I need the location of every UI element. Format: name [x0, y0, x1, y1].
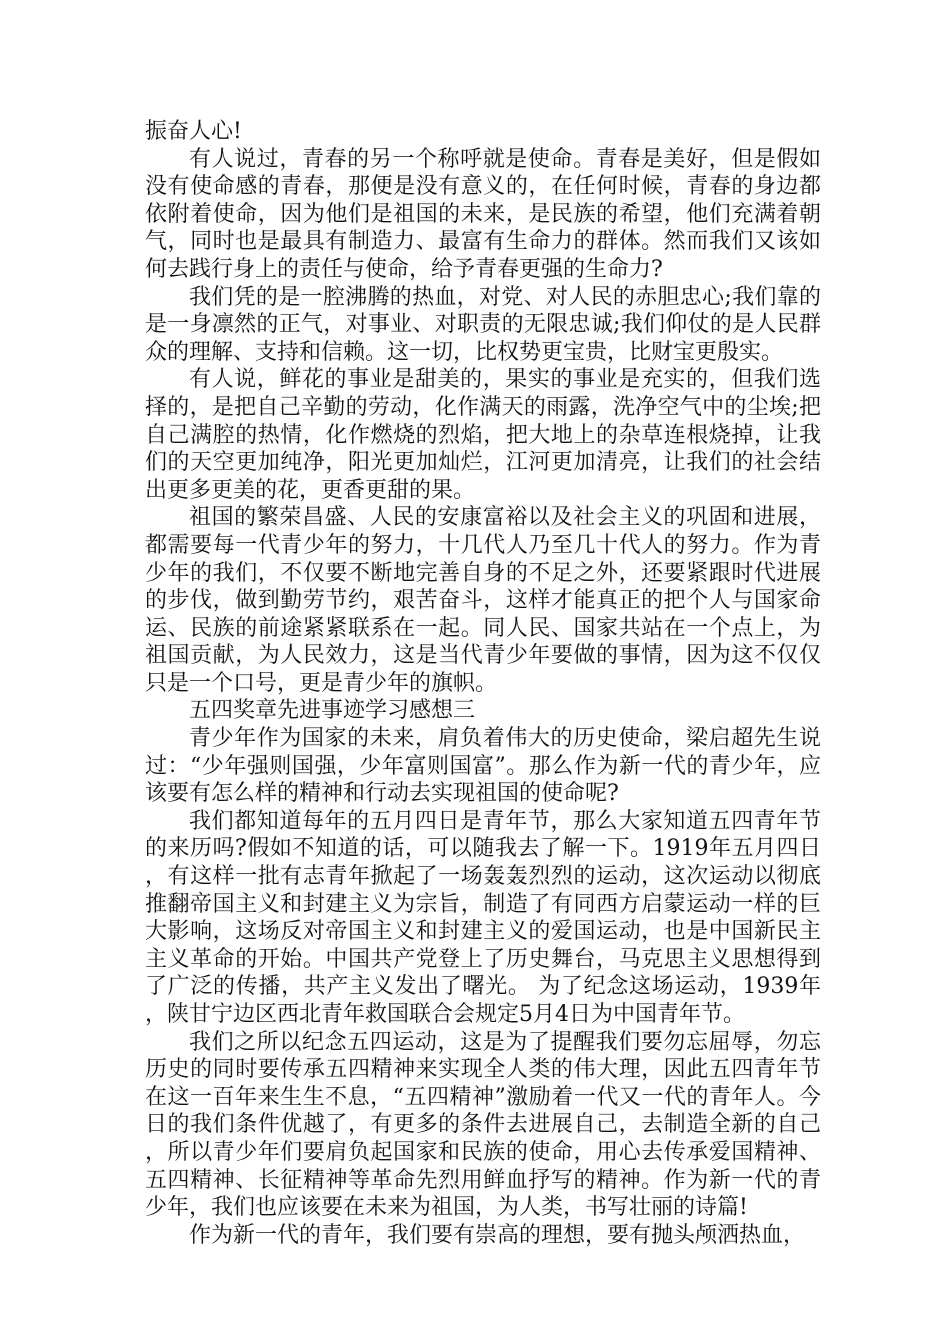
paragraph: 祖国的繁荣昌盛、人民的安康富裕以及社会主义的巩固和进展，都需要每一代青少年的努力，十几代人乃至几十代人的努力。作为青少年的我们，不仅要不断地完善自身的不足之外，还要紧跟时代进展的步伐，做到勤劳节约，艰苦奋斗，这样才能真正的把个人与国家命运、民族的前途紧紧联系在一起。同人民、国家共站在一个点上，为祖国贡献，为人民效力，这是当代青少年要做的事情，因为这不仅仅只是一个口号，更是青少年的旗帜。 [145, 505, 821, 696]
paragraph: 我们都知道每年的五月四日是青年节，那么大家知道五四青年节的来历吗?假如不知道的话，可以随我去了解一下。1919年五月四日，有这样一批有志青年掀起了一场轰轰烈烈的运动，这次运动以彻底推翻帝国主义和封建主义为宗旨，制造了有同西方启蒙运动一样的巨大影响，这场反对帝国主义和封建主义的爱国运动，也是中国新民主主义革命的开始。中国共产党登上了历史舞台，马克思主义思想得到了广泛的传播，共产主义发出了曙光。 为了纪念这场运动，1939年，陕甘宁边区西北青年救国联合会规定5月4日为中国青年节。 [145, 808, 821, 1027]
paragraph: 有人说，鲜花的事业是甜美的，果实的事业是充实的，但我们选择的，是把自己辛勤的劳动，化作满天的雨露，洗净空气中的尘埃;把自己满腔的热情，化作燃烧的烈焰，把大地上的杂草连根烧掉，让我们的天空更加纯净，阳光更加灿烂，江河更加清亮，让我们的社会结出更多更美的花，更香更甜的果。 [145, 367, 821, 503]
paragraph: 我们凭的是一腔沸腾的热血，对党、对人民的赤胆忠心;我们靠的是一身凛然的正气，对事业、对职责的无限忠诚;我们仰仗的是人民群众的理解、支持和信赖。这一切，比权势更宝贵，比财宝更殷实。 [145, 284, 821, 365]
paragraph: 青少年作为国家的未来，肩负着伟大的历史使命，梁启超先生说过：“少年强则国强，少年富则国富”。那么作为新一代的青少年，应该要有怎么样的精神和行动去实现祖国的使命呢? [145, 726, 821, 807]
section-heading: 五四奖章先进事迹学习感想三 [189, 698, 476, 724]
paragraph: 振奋人心! [145, 119, 242, 144]
paragraph: 我们之所以纪念五四运动，这是为了提醒我们要勿忘屈辱，勿忘历史的同时要传承五四精神来实现全人类的伟大理，因此五四青年节在这一百年来生生不息，“五四精神”激励着一代又一代的青年人。今日的我们条件优越了，有更多的条件去进展自己，去制造全新的自己，所以青少年们要肩负起国家和民族的使命，用心去传承爱国精神、五四精神、长征精神等革命先烈用鲜血抒写的精神。作为新一代的青少年，我们也应该要在未来为祖国，为人类，书写壮丽的诗篇! [145, 1029, 821, 1221]
paragraph: 有人说过，青春的另一个称呼就是使命。青春是美好，但是假如没有使命感的青春，那便是没有意义的，在任何时候，青春的身边都依附着使命，因为他们是祖国的未来，是民族的希望，他们充满着朝气，同时也是最具有制造力、最富有生命力的群体。然而我们又该如何去践行身上的责任与使命，给予青春更强的生命力? [145, 146, 821, 282]
paragraph: 作为新一代的青年，我们要有崇高的理想，要有抛头颅洒热血， [189, 1222, 806, 1248]
document-body [145, 118, 821, 1249]
